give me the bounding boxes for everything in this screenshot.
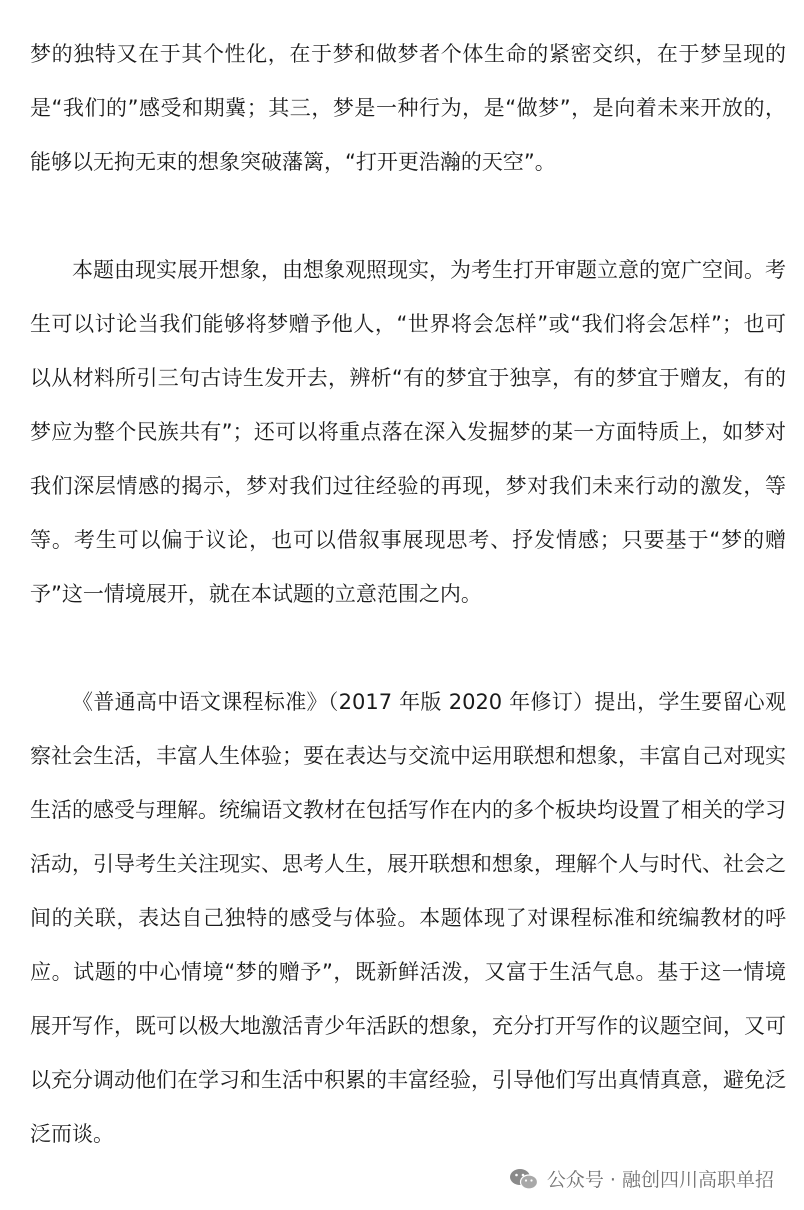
- paragraph-curriculum-standard: 《普通高中语文课程标准》（2017 年版 2020 年修订）提出，学生要留心观察社会生活，丰富人生体验；要在表达与交流中运用联想和想象，丰富自己对现实生活的感受与理解。统编语文教材在包括写作在内的多个板块均设置了相关的学习活动，引导考生关注现实、思考人生，展开联想和想象，理解个人与时代、社会之间的关联，表达自己独特的感受与体验。本题体现了对课程标准和统编教材的呼应。试题的中心情境“梦的赠予”，既新鲜活泼，又富于生活气息。基于这一情境展开写作，既可以极大地激活青少年活跃的想象，充分打开写作的议题空间，又可以充分调动他们在学习和生活中积累的丰富经验，引导他们写出真情真意，避免泛泛而谈。: [30, 690, 786, 1146]
- document-body: [30, 27, 786, 1161]
- paragraph-dream-features: 梦的独特又在于其个性化，在于梦和做梦者个体生命的紧密交织，在于梦呈现的是“我们的”感受和期冀；其三，梦是一种行为，是“做梦”，是向着未来开放的，能够以无拘无束的想象突破藩篱，“打开更浩瀚的天空”。: [30, 42, 786, 174]
- paragraph-gap: [30, 189, 786, 243]
- wechat-icon: [509, 1167, 539, 1191]
- watermark-text: 公众号 · 融创四川高职单招: [546, 1169, 774, 1191]
- wechat-watermark: [503, 1163, 780, 1194]
- paragraph-gap: [30, 621, 786, 675]
- paragraph-topic-analysis: 本题由现实展开想象，由想象观照现实，为考生打开审题立意的宽广空间。考生可以讨论当我们能够将梦赠予他人，“世界将会怎样”或“我们将会怎样”；也可以从材料所引三句古诗生发开去，辨析“有的梦宜于独享，有的梦宜于赠友，有的梦应为整个民族共有”；还可以将重点落在深入发掘梦的某一方面特质上，如梦对我们深层情感的揭示，梦对我们过往经验的再现，梦对我们未来行动的激发，等等。考生可以偏于议论，也可以借叙事展现思考、抒发情感；只要基于“梦的赠予”这一情境展开，就在本试题的立意范围之内。: [30, 258, 786, 606]
